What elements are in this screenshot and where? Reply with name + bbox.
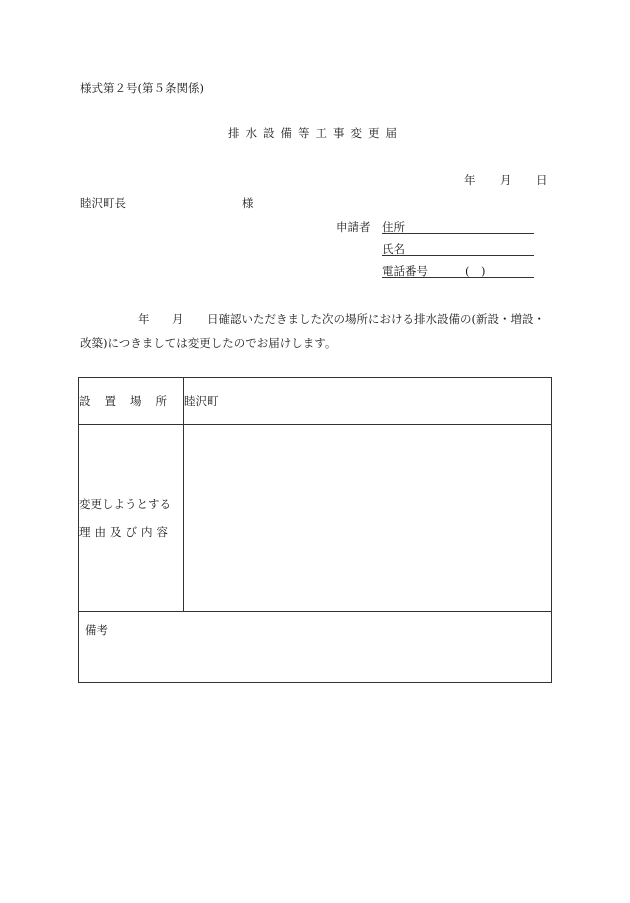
notes-cell (79, 612, 552, 683)
reason-label-line-1: 変更しようとする (79, 497, 171, 511)
notes-label: 備考 (85, 623, 108, 637)
addressee-name: 睦沢町長 (80, 196, 126, 210)
reason-label-cell (79, 425, 184, 612)
applicant-phone-label: 電話番号 (382, 264, 428, 278)
applicant-phone-line (382, 277, 534, 278)
date-year-label: 年 (464, 173, 476, 187)
applicant-name-line (382, 255, 534, 256)
location-value: 睦沢町 (184, 394, 219, 408)
applicant-address-label: 住所 (382, 220, 405, 234)
form-title: 排水設備等工事変更届 (228, 126, 403, 140)
applicant-name-label: 氏名 (382, 242, 405, 256)
applicant-phone-paren: ( ) (465, 264, 486, 278)
date-month-label: 月 (500, 173, 512, 187)
reason-value-cell (184, 425, 552, 612)
body-month-label: 月 (172, 312, 184, 326)
reason-label-line-2: 理由及び内容 (79, 525, 172, 539)
addressee-honorific: 様 (242, 196, 254, 210)
body-text-line-1: 日確認いただきました次の場所における排水設備の(新設・増設・ (207, 312, 545, 326)
application-table (78, 377, 552, 683)
notes-row (79, 612, 552, 683)
applicant-label: 申請者 (336, 220, 371, 234)
date-day-label: 日 (536, 173, 548, 187)
location-row (79, 378, 552, 425)
location-label-cell (79, 378, 184, 425)
location-label: 設置場所 (79, 394, 181, 408)
body-year-label: 年 (138, 312, 150, 326)
applicant-address-line (382, 233, 534, 234)
location-value-cell (184, 378, 552, 425)
reason-row (79, 425, 552, 612)
body-text-line-2: 改築)につきましては変更したのでお届けします。 (80, 336, 337, 350)
form-number: 様式第２号(第５条関係) (80, 81, 204, 95)
